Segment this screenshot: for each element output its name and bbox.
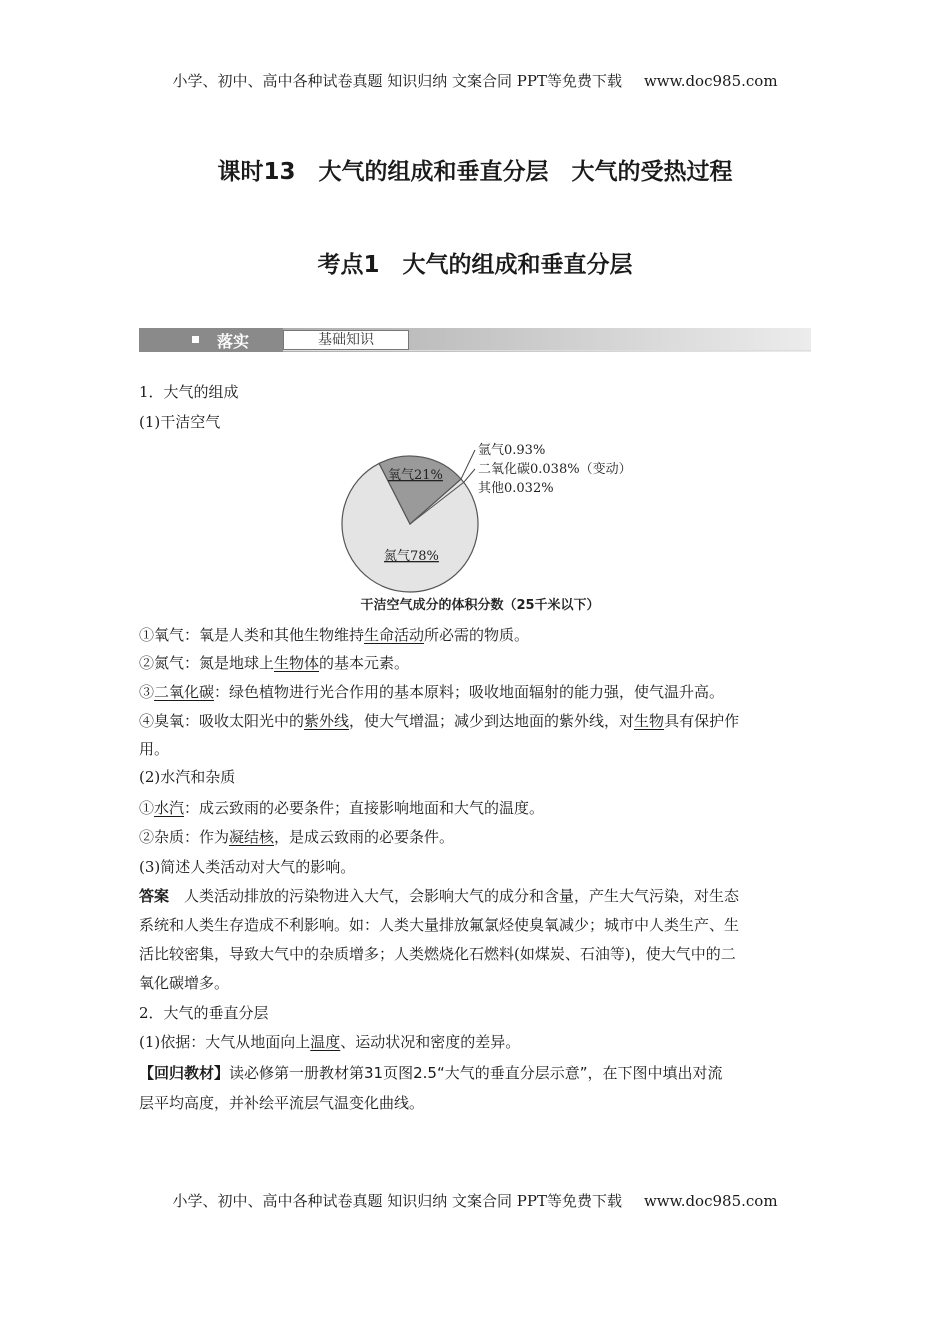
banner-box: 基础知识 [283,330,409,350]
page-header [0,70,950,91]
section-title: 考点1 大气的组成和垂直分层 [317,252,633,278]
pie-caption: 干洁空气成分的体积分数（25千米以下） [360,598,600,613]
footer-url: www.doc985.com [643,1192,778,1210]
pie-chart [300,436,660,614]
text: ③ [139,683,155,701]
text: ① [139,799,155,817]
answer-line-4: 氧化碳增多。 [139,974,230,992]
section-banner [139,328,811,352]
text: ：绿色植物进行光合作用的基本原料；吸收地面辐射的能力强，使气温升高。 [214,683,725,701]
label-argon: 氩气0.93% [478,443,546,458]
item-water [139,797,544,818]
answer-blank: 生物体 [274,654,320,672]
answer-line-1 [139,885,739,906]
item-ozone [139,710,739,731]
subheading-human: (3)简述人类活动对大气的影响。 [139,858,356,876]
answer-blank: 生物 [634,712,665,730]
text: 读必修第一册教材第31页图2.5“大气的垂直分层示意”，在下图中填出对流 [229,1064,723,1082]
text: 的基本元素。 [319,654,410,672]
label-co2: 二氧化碳0.038%（变动） [478,462,632,477]
text: 、运动状况和密度的差异。 [340,1033,521,1051]
text: 所必需的物质。 [424,626,530,644]
leader-line-argon [461,450,475,479]
page-title: 课时13 大气的组成和垂直分层 大气的受热过程 [217,159,733,185]
text: ④臭氧：吸收太阳光中的 [139,712,305,730]
item-co2 [139,681,724,702]
label-nitrogen: 氮气78% [384,549,439,564]
subheading-water: (2)水汽和杂质 [139,768,236,786]
subheading-dry-air: (1)干洁空气 [139,413,221,431]
item-impurity [139,826,454,847]
heading-composition: 1．大气的组成 [139,383,239,401]
tag-label: 【回归教材】 [139,1064,230,1082]
text: ②杂质：作为 [139,828,230,846]
text: ①氧气：氧是人类和其他生物维持 [139,626,365,644]
square-icon [192,336,199,343]
answer-line-3: 活比较密集，导致大气中的杂质增多；人类燃烧化石燃料(如煤炭、石油等)，使大气中的二 [139,945,736,963]
answer-line-2: 系统和人类生存造成不利影响。如：人类大量排放氟氯烃使臭氧减少；城市中人类生产、生 [139,916,740,934]
text: 人类活动排放的污染物进入大气，会影响大气的成分和含量，产生大气污染，对生态 [184,887,740,905]
item-ozone-cont: 用。 [139,740,170,758]
answer-blank: 紫外线 [304,712,350,730]
text: (1)依据：大气从地面向上 [139,1033,311,1051]
answer-blank: 温度 [310,1033,341,1051]
answer-label: 答案 [139,887,170,905]
text: ②氮气：氮是地球上 [139,654,275,672]
heading-vertical: 2．大气的垂直分层 [139,1004,269,1022]
textbook-task-cont: 层平均高度，并补绘平流层气温变化曲线。 [139,1094,425,1112]
page-footer [0,1190,950,1211]
answer-blank: 水汽 [154,799,185,817]
label-oxygen: 氧气21% [388,468,443,483]
label-other: 其他0.032% [478,481,554,496]
text: ，使大气增温；减少到达地面的紫外线，对 [349,712,635,730]
header-text: 小学、初中、高中各种试卷真题 知识归纳 文案合同 PPT等免费下载 [172,72,622,90]
answer-blank: 凝结核 [229,828,275,846]
answer-blank: 二氧化碳 [154,683,215,701]
header-url: www.doc985.com [643,72,778,90]
textbook-task [139,1062,723,1083]
banner-tag: 落实 [217,332,250,351]
text: ：成云致雨的必要条件；直接影响地面和大气的温度。 [184,799,545,817]
item-basis [139,1031,520,1052]
item-nitrogen [139,652,409,673]
text: 具有保护作 [664,712,740,730]
text: ，是成云致雨的必要条件。 [274,828,455,846]
footer-text: 小学、初中、高中各种试卷真题 知识归纳 文案合同 PPT等免费下载 [172,1192,622,1210]
answer-blank: 生命活动 [364,626,425,644]
item-oxygen [139,624,529,645]
